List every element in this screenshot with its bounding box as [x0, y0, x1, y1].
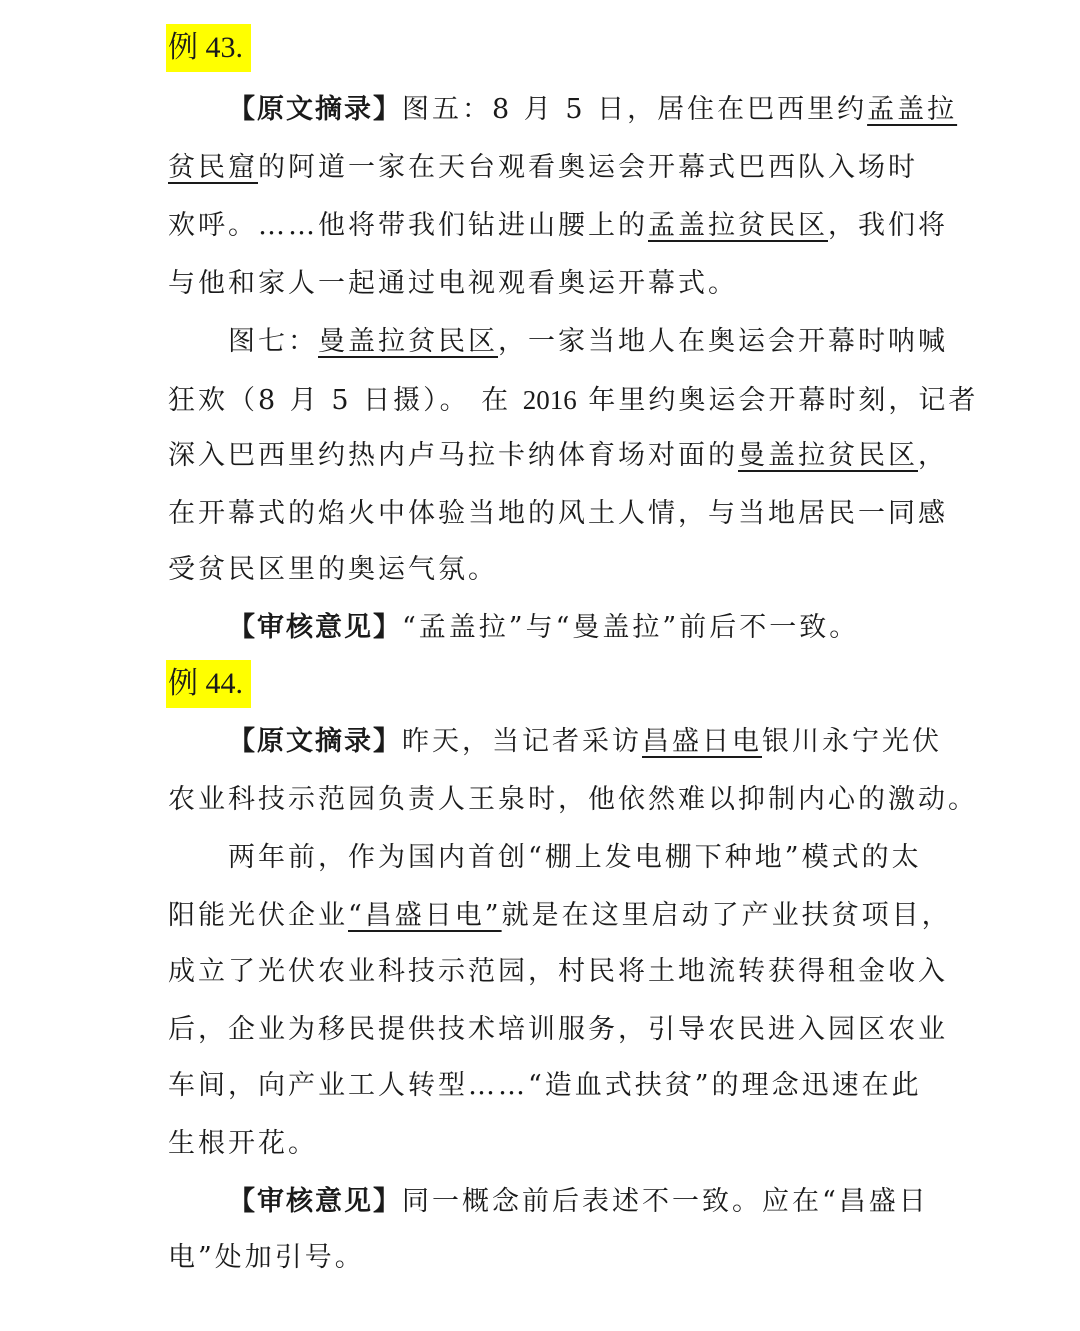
original-excerpt-label: 【原文摘录】 [228, 726, 402, 757]
ex43-line-2: 贫民窟的阿道一家在天台观看奥运会开幕式巴西队入场时 [168, 152, 918, 183]
underlined-term: 曼盖拉贫民区 [318, 326, 498, 357]
underlined-term: 昌盛日电 [642, 726, 762, 757]
ex44-review-line-2: 电”处加引号。 [168, 1242, 365, 1273]
ex43-line-9: 受贫民区里的奥运气氛。 [168, 554, 498, 585]
ex44-line-2: 农业科技示范园负责人王泉时，他依然难以抑制内心的激动。 [168, 784, 978, 815]
example-44-tag: 例 44. [166, 660, 251, 708]
ex43-line-1: 【原文摘录】图五：8 月 5 日，居住在巴西里约孟盖拉 [228, 94, 958, 125]
underlined-term: 贫民窟 [168, 152, 258, 183]
ex43-line-8: 在开幕式的焰火中体验当地的风土人情，与当地居民一同感 [168, 498, 948, 529]
underlined-term: 孟盖拉贫民区 [648, 210, 828, 241]
review-opinion-label: 【审核意见】 [228, 612, 402, 643]
underlined-term: “昌盛日电” [348, 900, 502, 931]
ex43-line-5: 图七：曼盖拉贫民区，一家当地人在奥运会开幕时呐喊 [228, 326, 948, 357]
underlined-term: 孟盖拉 [867, 94, 958, 125]
ex43-line-6: 狂欢（8 月 5 日摄）。 在 2016 年里约奥运会开幕时刻，记者 [168, 385, 979, 416]
example-43-tag: 例 43. [166, 24, 251, 72]
ex44-review-opinion: 【审核意见】同一概念前后表述不一致。应在“昌盛日 [228, 1186, 929, 1217]
ex44-line-5: 成立了光伏农业科技示范园，村民将土地流转获得租金收入 [168, 956, 948, 987]
ex43-review-opinion: 【审核意见】“孟盖拉”与“曼盖拉”前后不一致。 [228, 612, 860, 643]
ex44-line-7: 车间，向产业工人转型……“造血式扶贫”的理念迅速在此 [168, 1070, 922, 1101]
ex44-line-8: 生根开花。 [168, 1128, 318, 1159]
ex44-line-3: 两年前，作为国内首创“棚上发电棚下种地”模式的太 [228, 842, 922, 873]
ex43-line-4: 与他和家人一起通过电视观看奥运开幕式。 [168, 268, 738, 299]
ex44-line-4: 阳能光伏企业“昌盛日电”就是在这里启动了产业扶贫项目， [168, 900, 952, 931]
review-opinion-label: 【审核意见】 [228, 1186, 402, 1217]
ex44-line-1: 【原文摘录】昨天，当记者采访昌盛日电银川永宁光伏 [228, 726, 942, 757]
ex43-line-7: 深入巴西里约热内卢马拉卡纳体育场对面的曼盖拉贫民区， [168, 440, 948, 471]
underlined-term: 曼盖拉贫民区 [738, 440, 918, 471]
original-excerpt-label: 【原文摘录】 [228, 94, 402, 125]
ex43-line-3: 欢呼。……他将带我们钻进山腰上的孟盖拉贫民区，我们将 [168, 210, 948, 241]
ex44-line-6: 后，企业为移民提供技术培训服务，引导农民进入园区农业 [168, 1014, 948, 1045]
